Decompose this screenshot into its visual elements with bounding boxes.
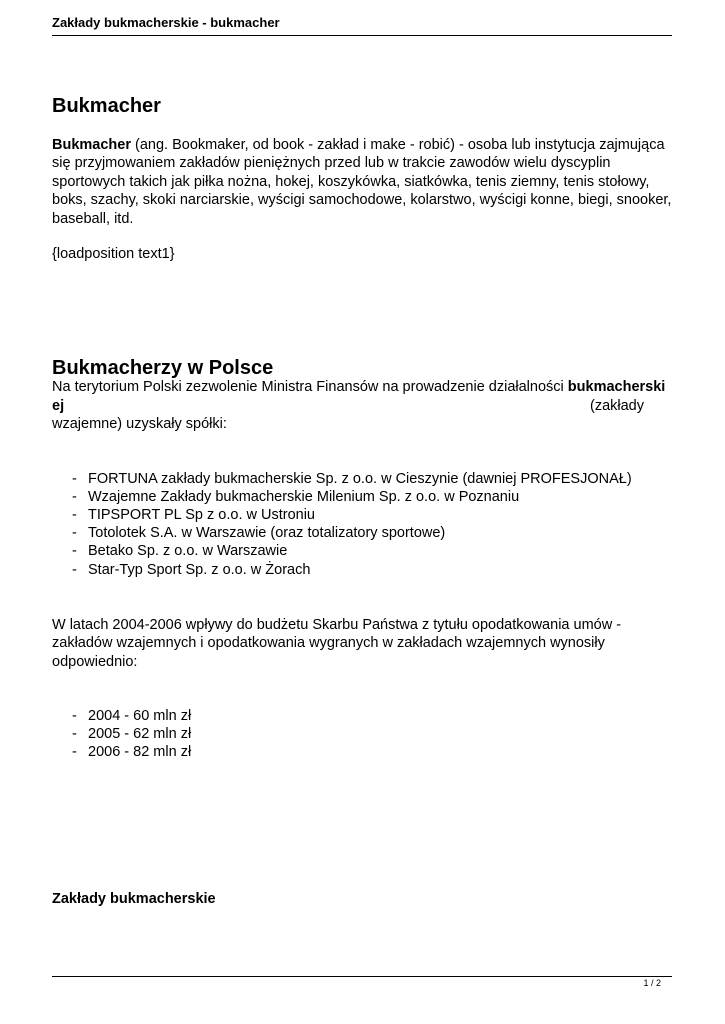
polska-line-2-bold: ej bbox=[52, 398, 65, 414]
list-dash: - bbox=[72, 525, 77, 541]
polska-line-1-text: Na terytorium Polski zezwolenie Ministra Finansów na prowadzenie działalności bbox=[52, 379, 568, 395]
heading-zaklady-bukmacherskie: Zakłady bukmacherskie bbox=[52, 891, 216, 907]
list-dash: - bbox=[72, 726, 77, 742]
revenue-paragraph: W latach 2004-2006 wpływy do budżetu Skarbu Państwa z tytułu opodatkowania umów - zakładów wzajemnych i opodatkowania wygranych w zakładach wzajemnych wynosiły odpowiednio: bbox=[52, 617, 622, 670]
footer-rule bbox=[52, 976, 672, 977]
list-item: Betako Sp. z o.o. w Warszawie bbox=[88, 543, 288, 559]
list-item: FORTUNA zakłady bukmacherskie Sp. z o.o. w Cieszynie (dawniej PROFESJONAŁ) bbox=[88, 471, 632, 487]
list-item: 2004 - 60 mln zł bbox=[88, 708, 192, 724]
list-item: 2006 - 82 mln zł bbox=[88, 744, 192, 760]
polska-line-1 bbox=[52, 378, 665, 396]
list-dash: - bbox=[72, 744, 77, 760]
intro-text: (ang. Bookmaker, od book - zakład i make - robić) - osoba lub instytucja zajmująca się przyjmowaniem zakładów pieniężnych przed lub w trakcie zawodów wielu dyscyplin sportowych takich jak piłka nożna, hokej, koszykówka, siatkówka, tenis ziemny, tenis stołowy, boks, szachy, skoki narciarskie, wyścigi samochodowe, kolarstwo, wyścigi konne, biegi, snooker, baseball, itd. bbox=[52, 137, 672, 227]
loadposition-text: {loadposition text1} bbox=[52, 246, 175, 262]
polska-line-3: wzajemne) uzyskały spółki: bbox=[52, 416, 227, 432]
list-dash: - bbox=[72, 562, 77, 578]
list-dash: - bbox=[72, 708, 77, 724]
page-number: 1 / 2 bbox=[643, 978, 661, 988]
list-item: TIPSPORT PL Sp z o.o. w Ustroniu bbox=[88, 507, 315, 523]
list-item: Star-Typ Sport Sp. z o.o. w Żorach bbox=[88, 562, 311, 578]
page-header-title: Zakłady bukmacherskie - bukmacher bbox=[52, 15, 280, 30]
list-dash: - bbox=[72, 489, 77, 505]
header-rule bbox=[52, 35, 672, 36]
list-item: 2005 - 62 mln zł bbox=[88, 726, 192, 742]
heading-bukmacherzy-w-polsce: Bukmacherzy w Polsce bbox=[52, 357, 274, 379]
list-dash: - bbox=[72, 543, 77, 559]
polska-line-1-bold: bukmacherski bbox=[567, 379, 666, 395]
heading-bukmacher: Bukmacher bbox=[52, 95, 161, 117]
polska-line-2-right: (zakłady bbox=[590, 398, 644, 414]
list-dash: - bbox=[72, 471, 77, 487]
intro-bold-term: Bukmacher bbox=[52, 137, 131, 153]
intro-paragraph bbox=[52, 136, 677, 228]
list-item: Totolotek S.A. w Warszawie (oraz totalizatory sportowe) bbox=[88, 525, 446, 541]
list-item: Wzajemne Zakłady bukmacherskie Milenium Sp. z o.o. w Poznaniu bbox=[88, 489, 520, 505]
list-dash: - bbox=[72, 507, 77, 523]
